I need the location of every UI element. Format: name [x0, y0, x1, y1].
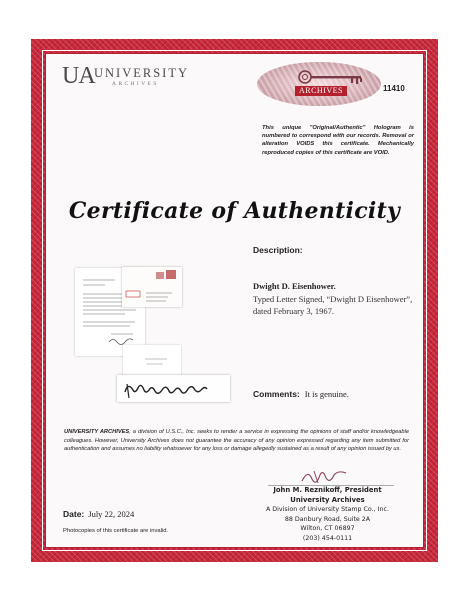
eisenhower-signature-graphic — [117, 375, 230, 402]
logo-mark: UA — [62, 63, 95, 89]
disclaimer-org: UNIVERSITY ARCHIVES — [64, 429, 130, 435]
hologram-banner: ARCHIVES — [295, 86, 347, 96]
card-text-lines — [123, 345, 181, 375]
hologram-note: This unique "Original/Authentic" Hologram is numbered to correspond with our records. Removal or alteration VOIDS this certificate. Mechanically reproduced copies of this certificate are VOID. — [262, 125, 414, 156]
comments-value: It is genuine. — [304, 389, 349, 399]
signer-address1: 88 Danbury Road, Suite 2A — [284, 515, 371, 523]
key-icon — [265, 68, 375, 88]
description-name: Dwight D. Eisenhower. — [253, 281, 336, 291]
logo-sub: ARCHIVES — [112, 81, 159, 87]
signature-card-image — [117, 375, 230, 402]
comments-label: Comments: — [253, 389, 300, 399]
signer-name: John M. Reznikoff, President — [273, 486, 382, 494]
date-row — [63, 509, 134, 519]
postmark-image — [156, 272, 164, 279]
description-label: Description: — [253, 245, 303, 255]
disclaimer-text — [64, 428, 409, 454]
signer-block — [250, 485, 405, 543]
certificate-title: Certificate of Authenticity — [68, 198, 401, 224]
description-body: Typed Letter Signed, “Dwight D Eisenhower”, dated February 3, 1967. — [253, 294, 413, 316]
university-archives-logo — [62, 64, 192, 94]
hologram-number: 11410 — [383, 84, 405, 93]
hologram-seal — [257, 62, 381, 106]
logo-name: UNIVERSITY — [94, 66, 189, 80]
signer-org: University Archives — [290, 496, 365, 504]
date-label: Date: — [63, 509, 85, 519]
comments-row — [253, 389, 349, 399]
stamp-image — [166, 270, 176, 279]
signer-phone: (203) 454-0111 — [302, 534, 353, 542]
signer-division: A Division of University Stamp Co., Inc. — [265, 506, 389, 513]
president-signature-graphic — [300, 469, 350, 484]
disclaimer-body: , a division of U.S.C., Inc. seeks to render a service in expressing the opinions of staff and/or knowledgeable colleagues. However, University Archives does not guarantee the accuracy of any opinion expressed regarding any item submitted for authentication and assumes no liability whatsoever for any loss or damage allegedly sustained as a result of any opinion issued by us. — [64, 429, 409, 453]
card-image — [123, 345, 181, 375]
date-value: July 22, 2024 — [88, 509, 135, 519]
photocopy-note: Photocopies of this certificate are invalid. — [63, 528, 169, 534]
signer-address2: Wilton, CT 06897 — [300, 525, 355, 532]
